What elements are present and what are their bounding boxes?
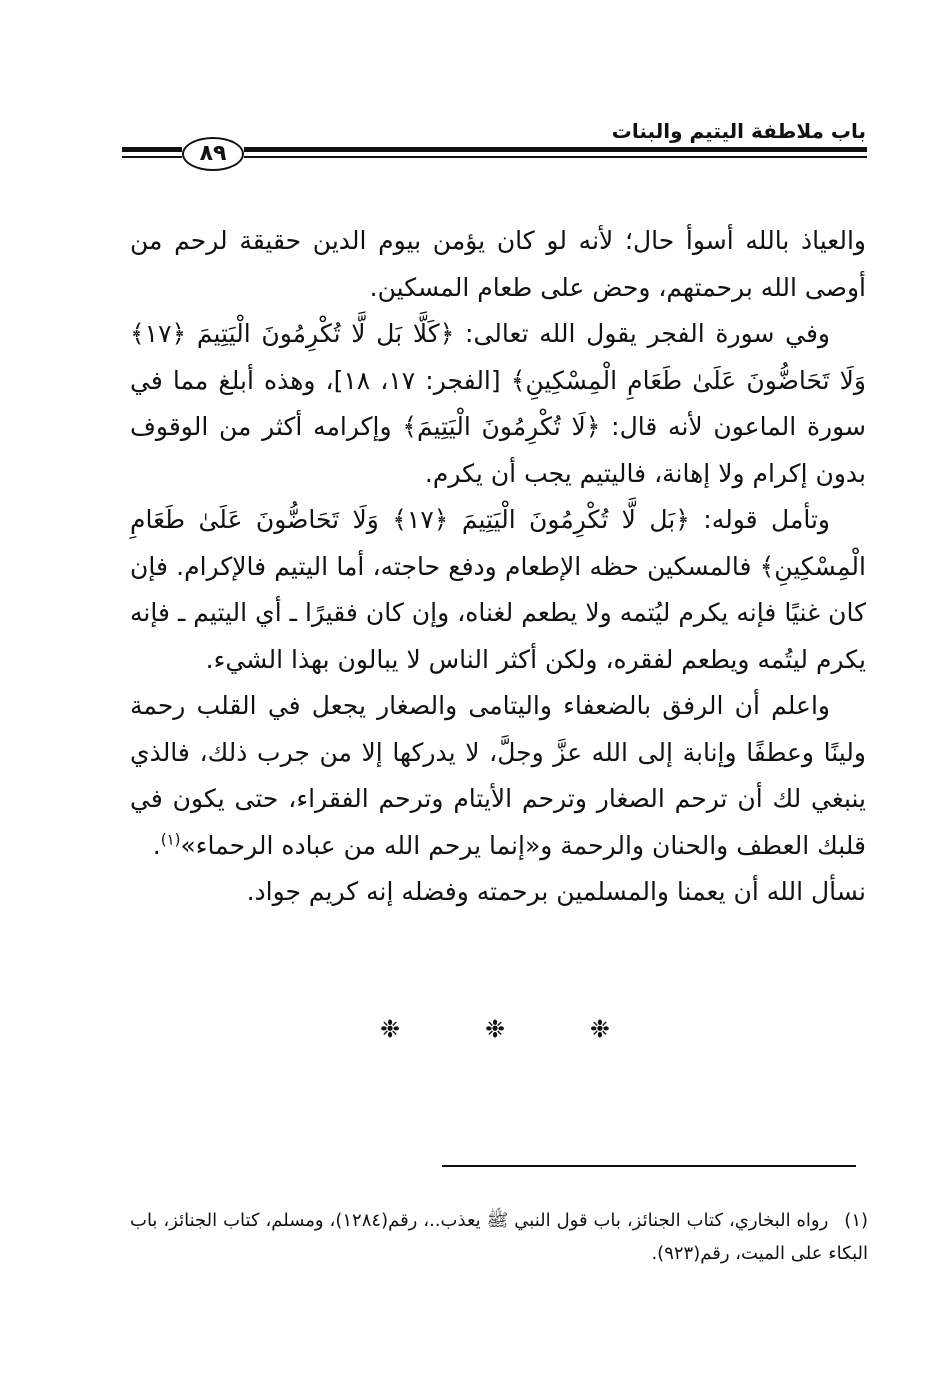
paragraph-4-end: . bbox=[152, 830, 161, 860]
running-title: باب ملاطفة اليتيم والبنات bbox=[611, 119, 866, 143]
header-rule-thick-left bbox=[122, 147, 182, 152]
paragraph-5 bbox=[130, 869, 866, 916]
paragraph-3 bbox=[130, 497, 866, 683]
paragraph-3-lead: وتأمل قوله: bbox=[703, 505, 830, 534]
footnote-number: (١) bbox=[844, 1210, 869, 1231]
separator-star-icon: ❉ bbox=[380, 1015, 401, 1043]
footnote bbox=[130, 1204, 868, 1270]
paragraph-2 bbox=[130, 311, 866, 497]
paragraph-2-mid: وهذه أبلغ مما في سورة الماعون لأنه قال: bbox=[130, 365, 866, 441]
header-rule-thin bbox=[244, 156, 867, 158]
verse-reference: [الفجر: ١٧، ١٨]، bbox=[325, 365, 501, 395]
paragraph-3-tail: فالمسكين حظه الإطعام ودفع حاجته، أما اليتيم فالإكرام. فإن كان غنيًا فإنه يكرم ليُتمه ولا يطعم لغناه، وإن كان فقيرًا ـ أي اليتيم ـ فإنه يكرم ليتُمه ويطعم لفقره، ولكن أكثر الناس لا يبالون بهذا الشيء. bbox=[130, 551, 866, 674]
paragraph-2-lead: وفي سورة الفجر يقول الله تعالى: bbox=[465, 319, 830, 348]
separator-star-icon: ❉ bbox=[484, 1015, 506, 1043]
paragraph-5-text: نسأل الله أن يعمنا والمسلمين برحمته وفضله إنه كريم جواد. bbox=[246, 877, 866, 906]
footnote-marker[interactable]: (١) bbox=[160, 830, 181, 849]
page-number: ٨٩ bbox=[182, 137, 244, 171]
paragraph-1-text: والعياذ بالله أسوأ حال؛ لأنه لو كان يؤمن بيوم الدين حقيقة لرحم من أوصى الله برحمتهم، وحض على طعام المسكين. bbox=[130, 226, 866, 302]
quran-verse: ﴿كَلَّا بَل لَّا تُكْرِمُونَ الْيَتِيمَ ﴿١٧﴾ وَلَا تَحَاضُّونَ عَلَىٰ طَعَامِ الْمِسْكِينِ﴾ bbox=[130, 319, 867, 395]
section-separator bbox=[380, 1015, 610, 1043]
paragraph-4 bbox=[130, 683, 866, 869]
paragraph-2-tail: وإكرامه أكثر من الوقوف بدون إكرام ولا إهانة، فاليتيم يجب أن يكرم. bbox=[130, 412, 866, 488]
footnote-text: رواه البخاري، كتاب الجنائز، باب قول النبي ﷺ يعذب..، رقم(١٢٨٤)، ومسلم، كتاب الجنائز، باب البكاء على الميت، رقم(٩٢٣). bbox=[130, 1210, 868, 1264]
paragraph-4-text: واعلم أن الرفق بالضعفاء واليتامى والصغار يجعل في القلب رحمة ولينًا وعطفًا وإنابة إلى الله عزَّ وجلَّ، لا يدركها إلا من جرب ذلك، فالذي ينبغي لك أن ترحم الصغار وترحم الأيتام وترحم الفقراء، حتى يكون في قلبك العطف والحنان والرحمة و«إنما يرحم الله من عباده الرحماء» bbox=[130, 691, 866, 860]
header-rule-thick bbox=[244, 147, 867, 152]
separator-star-icon: ❉ bbox=[589, 1015, 610, 1043]
paragraph-1 bbox=[130, 218, 866, 311]
quran-verse: ﴿لَا تُكْرِمُونَ الْيَتِيمَ﴾ bbox=[402, 412, 601, 441]
header-rule-thin-left bbox=[122, 156, 182, 158]
footnote-divider bbox=[442, 1165, 856, 1167]
main-text bbox=[130, 218, 866, 916]
quran-verse: ﴿بَل لَّا تُكْرِمُونَ الْيَتِيمَ ﴿١٧﴾ وَلَا تَحَاضُّونَ عَلَىٰ طَعَامِ الْمِسْكِينِ﴾ bbox=[130, 505, 866, 581]
